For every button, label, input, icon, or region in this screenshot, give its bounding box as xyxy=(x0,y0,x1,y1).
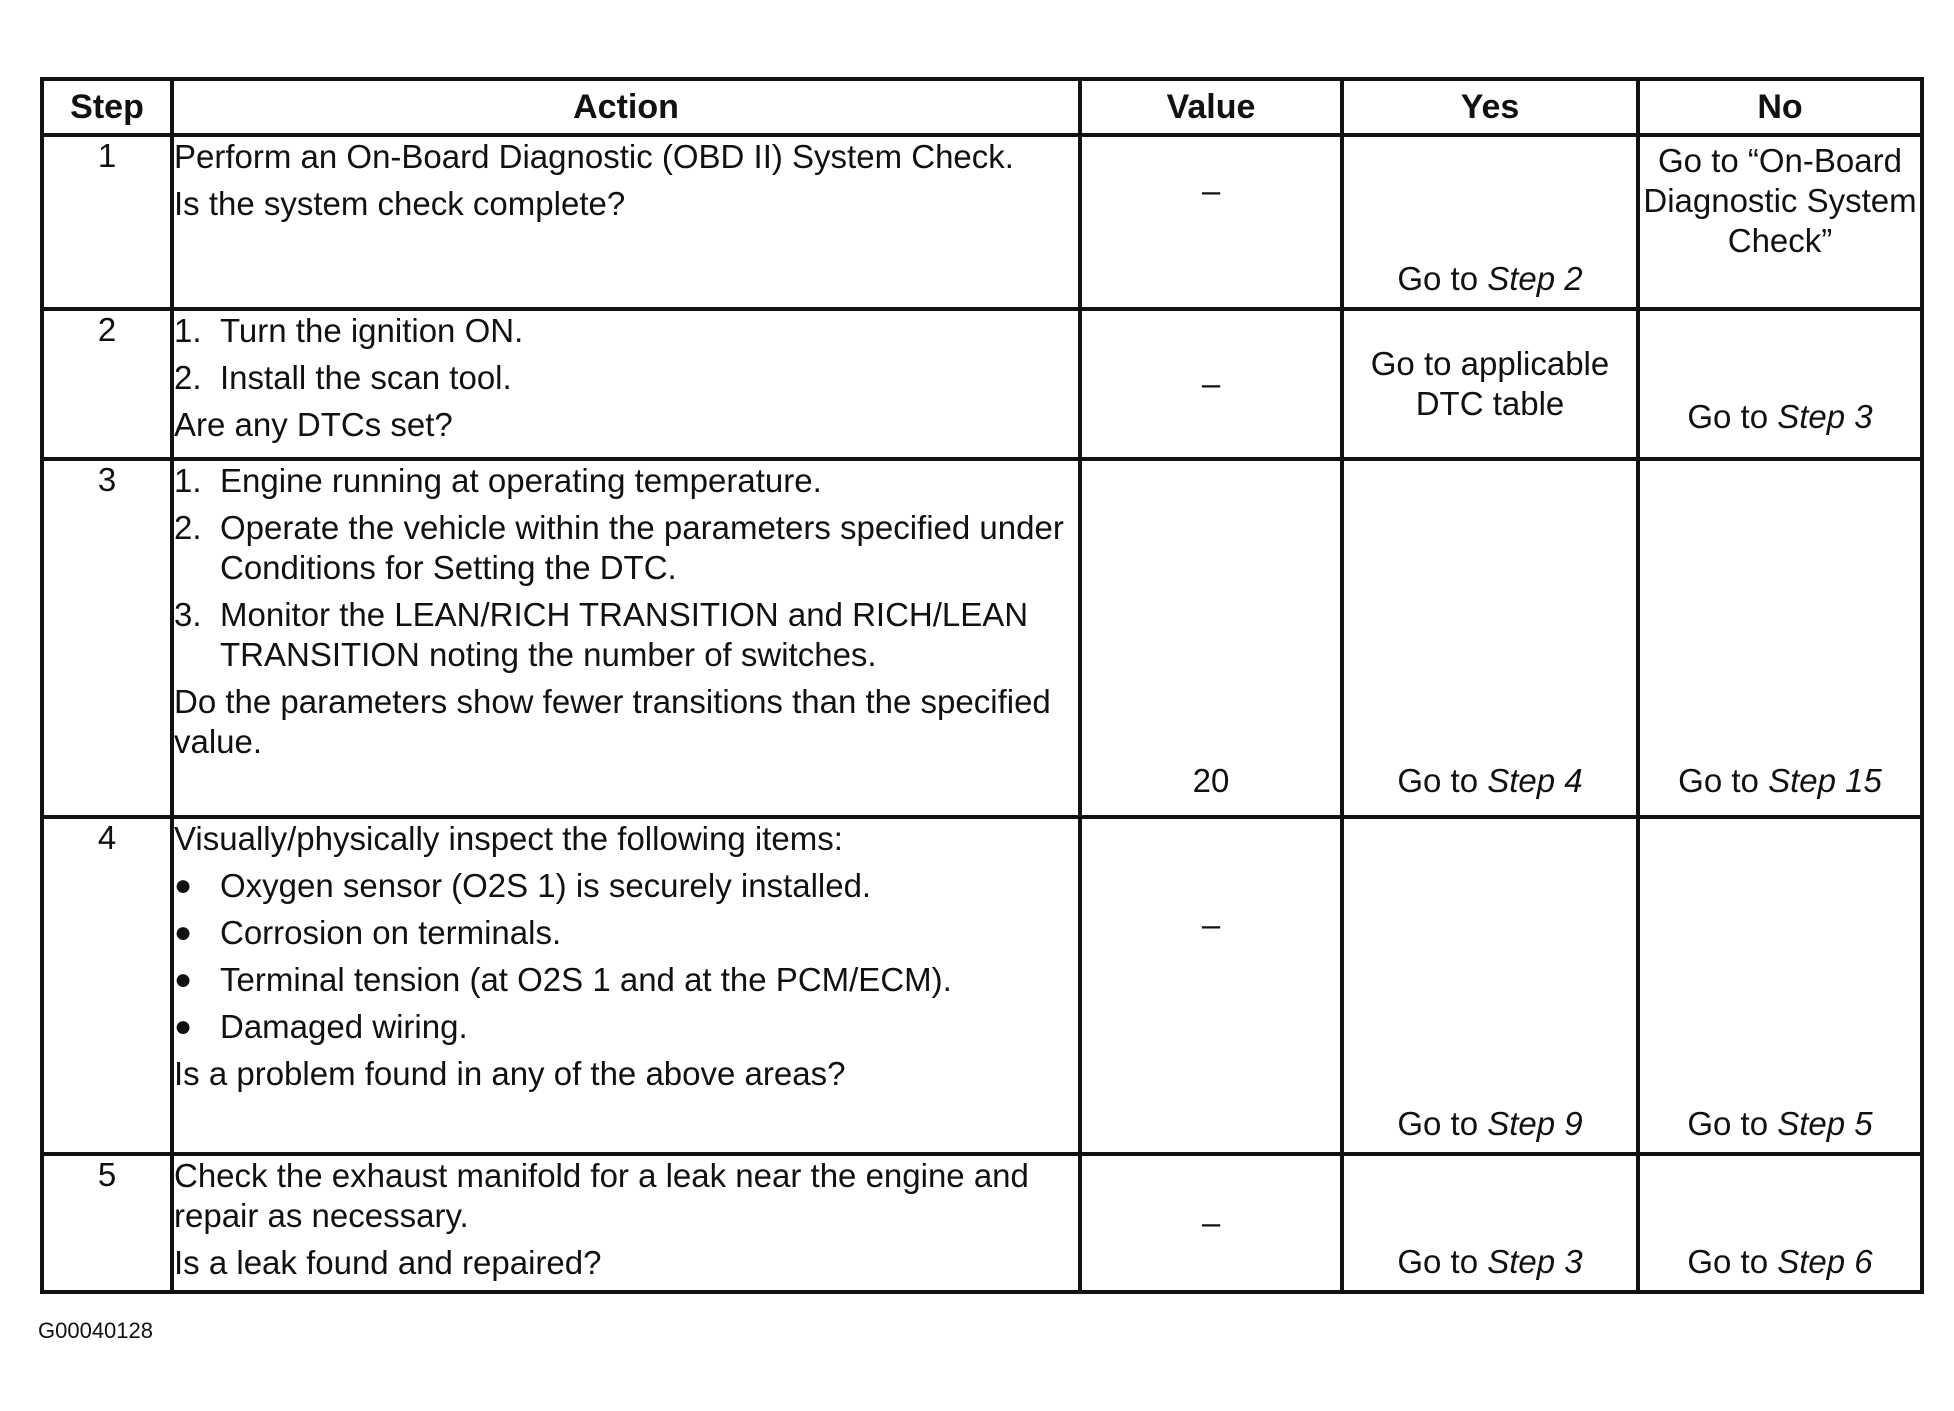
value-cell xyxy=(1080,817,1342,1154)
action-cell xyxy=(172,135,1080,309)
action-cell xyxy=(172,459,1080,817)
action-intro: Visually/physically inspect the following items: xyxy=(174,820,843,857)
value-text: – xyxy=(1201,1204,1221,1241)
value-cell xyxy=(1080,1154,1342,1292)
no-text: Go to “On-Board Diagnostic System Check” xyxy=(1643,142,1917,259)
list-text: Engine running at operating temperature. xyxy=(220,462,822,499)
yes-text xyxy=(1344,1242,1636,1282)
yes-prefix: Go to xyxy=(1397,260,1488,297)
bullet-icon: ● xyxy=(174,963,193,996)
no-step-link: Step 5 xyxy=(1777,1105,1873,1142)
table-row xyxy=(42,135,1922,309)
no-text xyxy=(1640,1104,1920,1144)
list-number: 2. xyxy=(174,359,202,396)
step-number: 1 xyxy=(42,135,172,309)
list-number: 3. xyxy=(174,596,202,633)
yes-prefix: Go to xyxy=(1397,1243,1488,1280)
value-cell xyxy=(1080,135,1342,309)
bullet-icon: ● xyxy=(174,916,193,949)
list-text: Oxygen sensor (O2S 1) is securely installed. xyxy=(220,867,872,904)
no-step-link: Step 6 xyxy=(1777,1243,1873,1280)
header-value: Value xyxy=(1080,79,1342,135)
list-text: Install the scan tool. xyxy=(220,359,512,396)
yes-cell xyxy=(1342,309,1638,459)
no-cell xyxy=(1638,817,1922,1154)
list-item xyxy=(174,311,1078,351)
action-text: Perform an On-Board Diagnostic (OBD II) System Check. xyxy=(174,138,1014,175)
no-cell xyxy=(1638,135,1922,309)
step-number: 2 xyxy=(42,309,172,459)
action-question: Is a leak found and repaired? xyxy=(174,1244,602,1281)
value-text: – xyxy=(1201,906,1221,943)
list-text: Terminal tension (at O2S 1 and at the PCM/ECM). xyxy=(220,961,952,998)
bullet-icon: ● xyxy=(174,869,193,902)
list-item xyxy=(174,913,1078,953)
yes-step-link: Step 4 xyxy=(1487,762,1583,799)
list-item xyxy=(174,1007,1078,1047)
list-number: 1. xyxy=(174,462,202,499)
table-row xyxy=(42,1154,1922,1292)
yes-cell xyxy=(1342,135,1638,309)
list-text: Turn the ignition ON. xyxy=(220,312,524,349)
diagnostic-table xyxy=(40,77,1924,1294)
table-header-row xyxy=(42,79,1922,135)
no-cell xyxy=(1638,309,1922,459)
no-prefix: Go to xyxy=(1687,398,1778,435)
no-prefix: Go to xyxy=(1687,1105,1778,1142)
action-question: Are any DTCs set? xyxy=(174,406,453,443)
value-cell xyxy=(1080,459,1342,817)
figure-id: G00040128 xyxy=(38,1318,153,1343)
list-item xyxy=(174,595,1078,675)
no-step-link: Step 3 xyxy=(1777,398,1873,435)
list-number: 2. xyxy=(174,509,202,546)
header-step: Step xyxy=(42,79,172,135)
yes-prefix: Go to xyxy=(1397,762,1488,799)
yes-text xyxy=(1344,761,1636,801)
list-text: Corrosion on terminals. xyxy=(220,914,562,951)
list-number: 1. xyxy=(174,312,202,349)
header-yes: Yes xyxy=(1342,79,1638,135)
no-text xyxy=(1640,397,1920,437)
bullet-icon: ● xyxy=(174,1010,193,1043)
yes-cell xyxy=(1342,459,1638,817)
list-item xyxy=(174,866,1078,906)
list-item xyxy=(174,358,1078,398)
action-question: Is a problem found in any of the above areas? xyxy=(174,1055,846,1092)
list-text: Operate the vehicle within the parameters specified under Conditions for Setting the DTC. xyxy=(220,509,1064,586)
table-row xyxy=(42,309,1922,459)
yes-step-link: Step 3 xyxy=(1487,1243,1583,1280)
yes-text xyxy=(1344,1104,1636,1144)
table-row xyxy=(42,817,1922,1154)
no-step-link: Step 15 xyxy=(1768,762,1882,799)
list-item xyxy=(174,508,1078,588)
header-action: Action xyxy=(172,79,1080,135)
step-number: 5 xyxy=(42,1154,172,1292)
value-cell xyxy=(1080,309,1342,459)
no-text xyxy=(1640,1242,1920,1282)
no-prefix: Go to xyxy=(1678,762,1769,799)
value-text: – xyxy=(1201,172,1221,209)
action-cell xyxy=(172,1154,1080,1292)
no-text xyxy=(1640,761,1920,801)
list-text: Damaged wiring. xyxy=(220,1008,468,1045)
step-number: 3 xyxy=(42,459,172,817)
action-cell xyxy=(172,817,1080,1154)
list-item xyxy=(174,960,1078,1000)
list-item xyxy=(174,461,1078,501)
yes-step-link: Step 2 xyxy=(1487,260,1583,297)
yes-text: Go to applicable DTC table xyxy=(1370,345,1610,422)
yes-cell xyxy=(1342,1154,1638,1292)
yes-prefix: Go to xyxy=(1397,1105,1488,1142)
action-question: Do the parameters show fewer transitions than the specified value. xyxy=(174,683,1051,760)
value-text: 20 xyxy=(1192,762,1230,799)
yes-text xyxy=(1344,259,1636,299)
yes-cell xyxy=(1342,817,1638,1154)
no-cell xyxy=(1638,1154,1922,1292)
action-cell xyxy=(172,309,1080,459)
no-cell xyxy=(1638,459,1922,817)
list-text: Monitor the LEAN/RICH TRANSITION and RICH/LEAN TRANSITION noting the number of switches. xyxy=(220,596,1029,673)
action-text: Check the exhaust manifold for a leak near the engine and repair as necessary. xyxy=(174,1157,1029,1234)
no-prefix: Go to xyxy=(1687,1243,1778,1280)
value-text: – xyxy=(1201,365,1221,402)
step-number: 4 xyxy=(42,817,172,1154)
table-row xyxy=(42,459,1922,817)
header-no: No xyxy=(1638,79,1922,135)
action-question: Is the system check complete? xyxy=(174,185,626,222)
yes-step-link: Step 9 xyxy=(1487,1105,1583,1142)
